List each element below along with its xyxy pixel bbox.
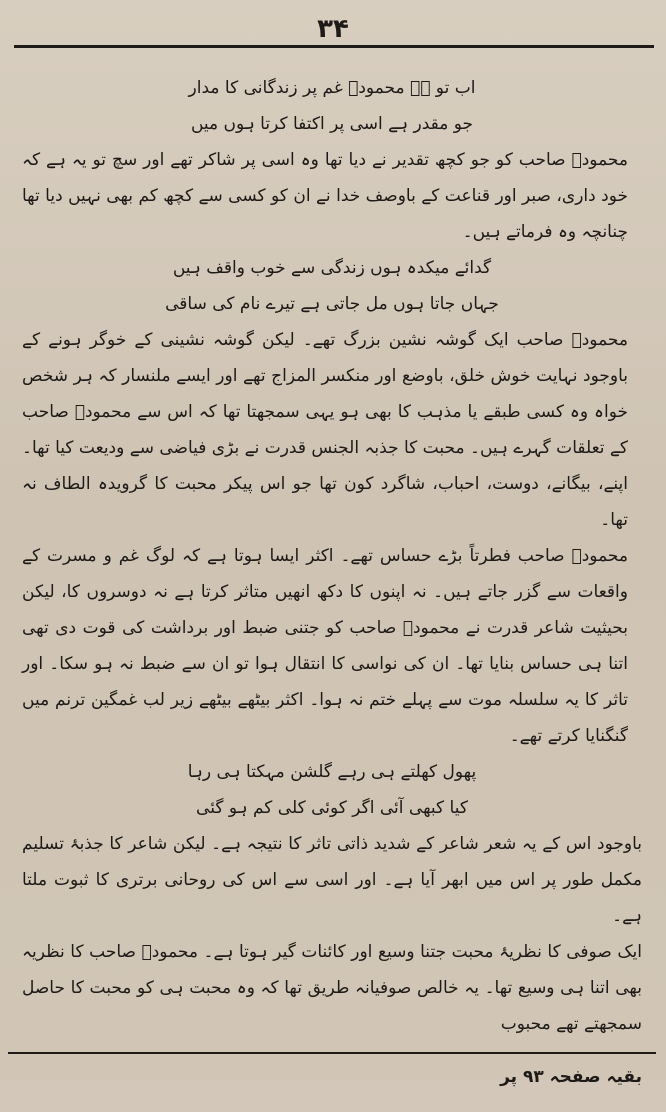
couplet-3-line-1: پھول کھلتے ہی رہے گلشن مہکتا ہی رہا [187,762,477,782]
footer-divider [8,1052,656,1054]
couplet-2-line-2: جہاں جاتا ہوں مل جاتی ہے تیرے نام کی ساقی [165,294,499,314]
couplet-3-line-2: کیا کبھی آئی اگر کوئی کلی کم ہو گئی [196,798,468,818]
couplet-2-line-1: گدائے میکدہ ہوں زندگی سے خوب واقف ہیں [172,258,492,278]
paragraph-2: محمودؔ صاحب ایک گوشہ نشین بزرگ تھے۔ لیکن گوشہ نشینی کے خوگر ہونے کے باوجود نہایت خوش خلق، باوضع اور منکسر المزاج تھے اور ایسے ملنسار کہ ہر شخص خواہ وہ کسی طبقے یا مذہب کا بھی ہو یہی سمجھتا تھا کہ اس سے محمودؔ صاحب کے تعلقات گہرے ہیں۔ محبت کا جذبہ الجنس قدرت نے بڑی فیاضی سے ودیعت کیا تھا۔ اپنے، بیگانے، دوست، احباب، شاگرد کون تھا جو اس پیکر محبت کا گرویدہ الطاف نہ تھا۔ [22,330,628,530]
header-divider [14,45,654,48]
paragraph-4: باوجود اس کے یہ شعر شاعر کے شدید ذاتی تاثر کا نتیجہ ہے۔ لیکن شاعر کا جذبۂ تسلیم مکمل طور پر اس میں ابھر آیا ہے۔ اور اسی سے اس کی روحانی برتری کا ثبوت ملتا ہے۔ [22,834,642,926]
paragraph-1: محمودؔ صاحب کو جو کچھ تقدیر نے دیا تھا وہ اسی پر شاکر تھے اور سچ تو یہ ہے کہ خود داری، صبر اور قناعت کے باوصف خدا نے ان کو کسی سے کچھ کم بھی نہیں دیا تھا چنانچہ وہ فرماتے ہیں۔ [22,150,628,242]
couplet-1-line-2: جو مقدر ہے اسی پر اکتفا کرتا ہوں میں [190,114,474,134]
couplet-1-line-1: اب تو ہے محمودؔ غم پر زندگانی کا مدار [188,78,476,98]
paragraph-3: محمودؔ صاحب فطرتاً بڑے حساس تھے۔ اکثر ایسا ہوتا ہے کہ لوگ غم و مسرت کے واقعات سے گزر جاتے ہیں۔ نہ اپنوں کا دکھ انھیں متاثر کرتا ہے نہ دوسروں کا، لیکن بحیثیت شاعر قدرت نے محمودؔ صاحب کو جتنی ضبط اور برداشت کی قوت دی تھی اتنا ہی حساس بنایا تھا۔ ان کی نواسی کا انتقال ہوا تو ان سے ضبط نہ ہو سکا۔ اور تاثر کا یہ سلسلہ موت سے پہلے ختم نہ ہوا۔ اکثر بیٹھے بیٹھے زیر لب غمگین ترنم میں گنگنایا کرتے تھے۔ [22,546,628,746]
page-body [22,70,642,1112]
page-number: ۳۴ [317,14,349,44]
paragraph-5: ایک صوفی کا نظریۂ محبت جتنا وسیع اور کائنات گیر ہوتا ہے۔ محمودؔ صاحب کا نظریہ بھی اتنا ہی وسیع تھا۔ یہ خالص صوفیانہ طریق تھا کہ وہ محبت ہی کو محبت کا حاصل سمجھتے تھے محبوب [22,942,642,1034]
continuation-note: بقیہ صفحہ ۹۳ پر [500,1067,642,1087]
